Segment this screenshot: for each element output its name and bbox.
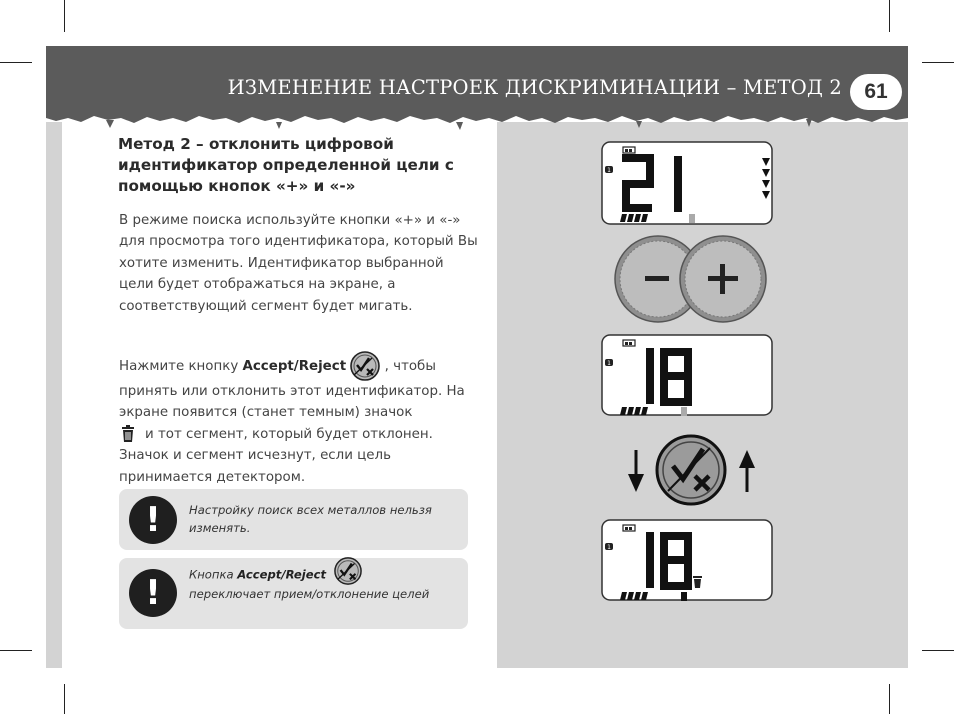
note-button-label: Accept/Reject xyxy=(237,567,327,582)
zone-marker-label: 1 xyxy=(607,360,611,367)
crop-mark xyxy=(0,62,32,63)
exclamation-icon: ! xyxy=(129,496,177,544)
arrow-up-icon xyxy=(739,450,755,492)
paragraph-text: и тот сегмент, который будет отклонен. Значок и сегмент исчезнут, если цель принимается детектором. xyxy=(119,426,433,485)
note-text-prefix: Кнопка xyxy=(189,567,238,582)
zone-marker-label: 1 xyxy=(607,167,611,174)
lcd-display-2 xyxy=(46,46,772,416)
paragraph-text: , чтобы принять или отклонить этот идентификатор. На экране появится (станет темным) значок xyxy=(119,359,465,421)
note-text: Настройку поиск всех металлов нельзя изменять. xyxy=(189,503,432,535)
crop-mark xyxy=(64,684,65,714)
crop-mark xyxy=(0,650,32,651)
crop-mark xyxy=(889,0,890,32)
paragraph-text: Нажмите кнопку xyxy=(119,359,243,374)
exclamation-icon: ! xyxy=(129,569,177,617)
crop-mark xyxy=(64,0,65,32)
arrow-down-icon xyxy=(628,450,644,492)
lcd-display-1 xyxy=(46,46,772,224)
page-number: 61 xyxy=(850,74,902,110)
lcd-display-3 xyxy=(46,46,772,601)
crop-mark xyxy=(922,62,954,63)
page-title: ИЗМЕНЕНИЕ НАСТРОЕК ДИСКРИМИНАЦИИ – МЕТОД 2 xyxy=(227,76,842,99)
plus-button-illustration xyxy=(680,236,766,322)
section-heading: Метод 2 – отклонить цифровой идентификатор определенной цели с помощью кнопок «+» и «-» xyxy=(118,135,454,195)
illustrations xyxy=(46,46,908,668)
accept-reject-label: Accept/Reject xyxy=(242,359,347,374)
crop-mark xyxy=(889,684,890,714)
accept-reject-button-illustration xyxy=(657,436,725,504)
note-text-suffix: переключает прием/отклонение целей xyxy=(189,587,430,601)
crop-mark xyxy=(922,650,954,651)
zone-marker-label: 1 xyxy=(607,544,611,551)
paragraph-search-mode: В режиме поиска используйте кнопки «+» и «-» для просмотра того идентификатора, который Вы хотите изменить. Идентификатор выбранной цели будет отображаться на экране, а соответствующий сегмент будет мигать. xyxy=(119,213,478,314)
minus-icon xyxy=(645,276,669,281)
manual-page xyxy=(46,46,908,668)
